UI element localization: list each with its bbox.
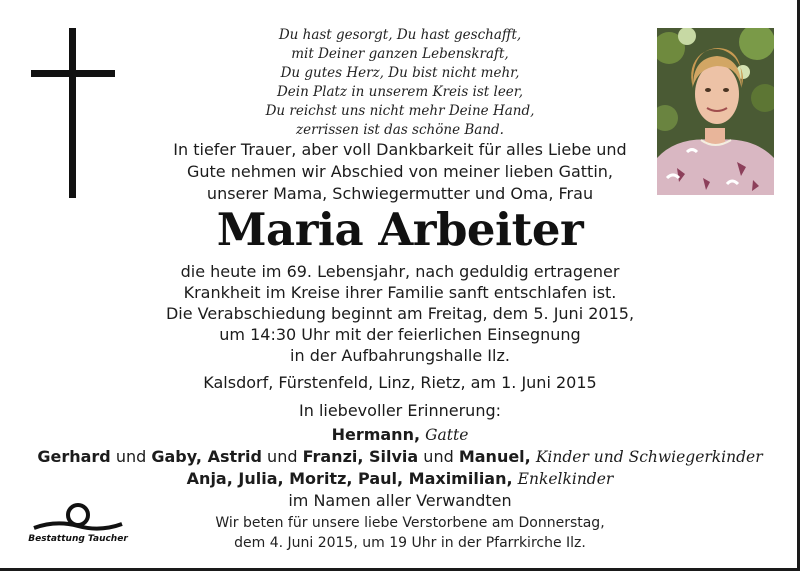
intro-line: In tiefer Trauer, aber voll Dankbarkeit für alles Liebe und — [173, 140, 627, 159]
mourner-name: Manuel, — [458, 447, 531, 466]
poem-line: mit Deiner ganzen Lebenskraft, — [291, 46, 509, 62]
body-line: in der Aufbahrungshalle Ilz. — [290, 346, 510, 365]
poem — [200, 26, 600, 140]
mourner-line-grandchildren — [0, 468, 800, 490]
poem-line: Du gutes Herz, Du bist nicht mehr, — [280, 65, 520, 81]
announcement-text — [90, 261, 710, 366]
prayer-notice — [150, 513, 670, 553]
mourner-role: Kinder und Schwiegerkinder — [535, 448, 763, 466]
body-line: Krankheit im Kreise ihrer Familie sanft entschlafen ist. — [183, 283, 617, 302]
place-and-date: Kalsdorf, Fürstenfeld, Linz, Rietz, am 1. Juni 2015 — [203, 373, 597, 392]
mourner-name: Gaby, Astrid — [151, 447, 262, 466]
logo-text: Bestattung Taucher — [28, 534, 128, 544]
mourners-list — [0, 424, 800, 512]
connector: und — [418, 447, 459, 466]
poem-line: Dein Platz in unserem Kreis ist leer, — [276, 84, 524, 100]
remembrance-heading: In liebevoller Erinnerung: — [299, 401, 501, 420]
body-line: die heute im 69. Lebensjahr, nach geduldig ertragener — [180, 262, 620, 281]
connector: und — [261, 447, 303, 466]
funeral-home-logo — [24, 502, 132, 548]
poem-line: zerrissen ist das schöne Band. — [296, 122, 504, 138]
cross-icon-horizontal — [31, 70, 115, 77]
connector: und — [110, 447, 152, 466]
mourner-name: Gerhard — [37, 447, 111, 466]
footer-line: dem 4. Juni 2015, um 19 Uhr in der Pfarrkirche Ilz. — [234, 535, 586, 551]
poem-line: Du hast gesorgt, Du hast geschafft, — [278, 27, 522, 43]
mourner-line-children — [0, 446, 800, 468]
mourner-role: Enkelkinder — [517, 470, 614, 488]
mourner-role: Gatte — [425, 426, 469, 444]
intro-line: Gute nehmen wir Abschied von meiner lieben Gattin, — [186, 162, 613, 181]
swimmer-logo-icon — [24, 502, 132, 536]
poem-line: Du reichst uns nicht mehr Deine Hand, — [265, 103, 535, 119]
body-line: Die Verabschiedung beginnt am Freitag, dem 5. Juni 2015, — [165, 304, 635, 323]
footer-line: Wir beten für unsere liebe Verstorbene am Donnerstag, — [215, 515, 605, 531]
mourner-name: Anja, Julia, Moritz, Paul, Maximilian, — [186, 469, 513, 488]
body-line: um 14:30 Uhr mit der feierlichen Einsegnung — [219, 325, 581, 344]
deceased-name: Maria Arbeiter — [216, 203, 584, 256]
cross-icon-vertical — [69, 28, 76, 198]
intro-line: unserer Mama, Schwiegermutter und Oma, Frau — [206, 184, 594, 203]
mourner-line-relatives: im Namen aller Verwandten — [288, 491, 512, 510]
intro-text — [90, 139, 710, 205]
mourner-line-husband — [0, 424, 800, 446]
mourner-name: Franzi, Silvia — [302, 447, 419, 466]
mourner-name: Hermann, — [331, 425, 421, 444]
